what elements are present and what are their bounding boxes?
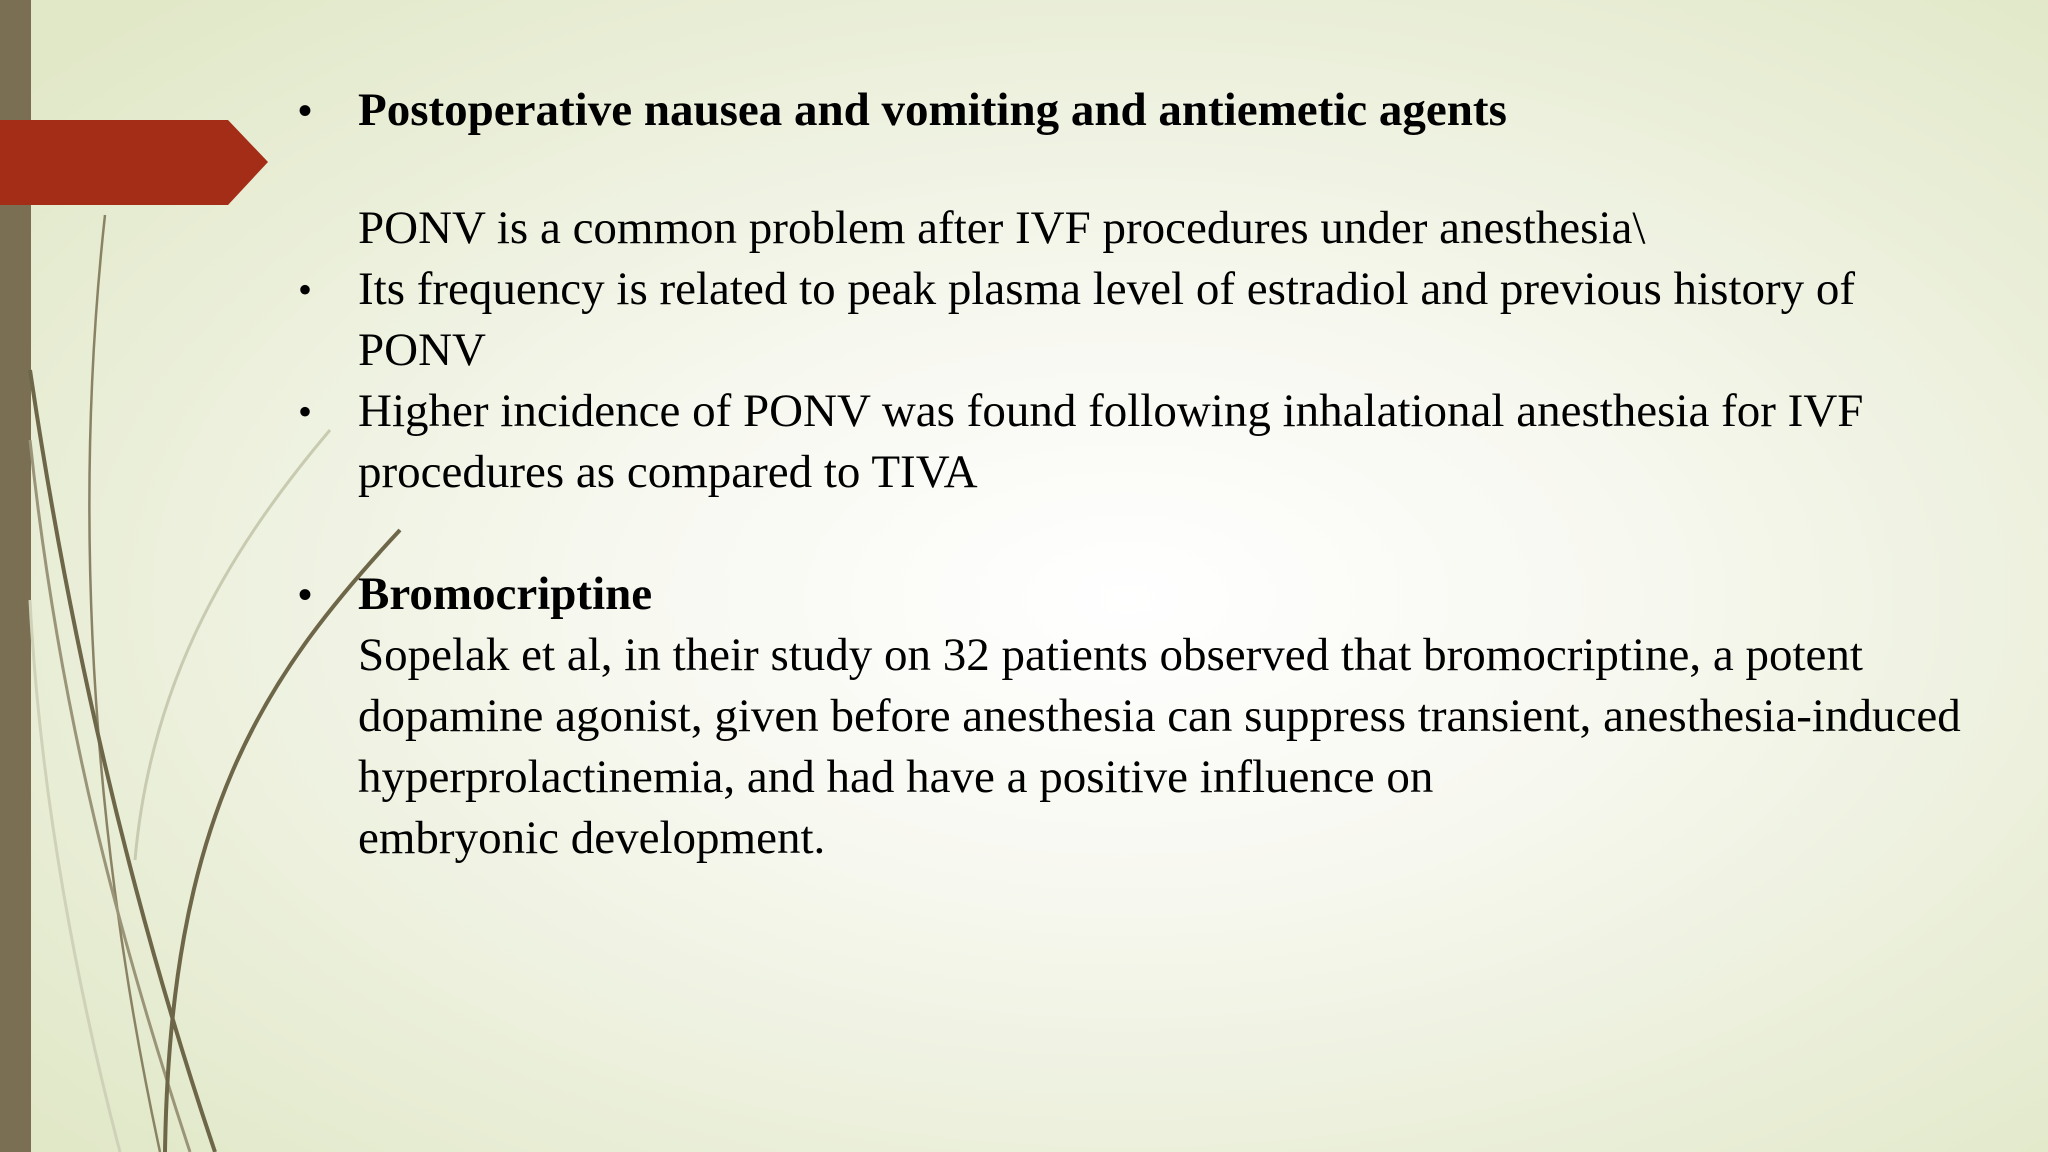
slide-content xyxy=(290,80,1990,862)
red-arrow-banner xyxy=(0,120,268,205)
spacer xyxy=(290,503,1990,564)
heading-ponv: • Postoperative nausea and vomiting and antiemetic agents xyxy=(290,80,1990,141)
bromocriptine-text: Sopelak et al, in their study on 32 patients observed that bromocriptine, a potent dopamine agonist, given before anesthesia can suppress transient, anesthesia-induced hyperprolactinemia, and had have a positive influence on xyxy=(358,629,1961,803)
bullet-frequency: • Its frequency is related to peak plasma level of estradiol and previous history of PONV xyxy=(290,259,1990,381)
bromocriptine-text-end: embryonic development. xyxy=(358,812,826,864)
heading-bromocriptine: • Bromocriptine xyxy=(290,564,1990,625)
bullet-incidence: • Higher incidence of PONV was found following inhalational anesthesia for IVF procedures as compared to TIVA xyxy=(290,381,1990,503)
bullet-icon: • xyxy=(298,267,313,312)
ponv-intro-text: PONV is a common problem after IVF procedures under anesthesia\ xyxy=(358,202,1646,254)
bullet-icon: • xyxy=(298,389,313,434)
spacer xyxy=(290,141,1990,198)
bullet-icon: • xyxy=(298,88,313,133)
bullet-icon: • xyxy=(298,572,313,617)
